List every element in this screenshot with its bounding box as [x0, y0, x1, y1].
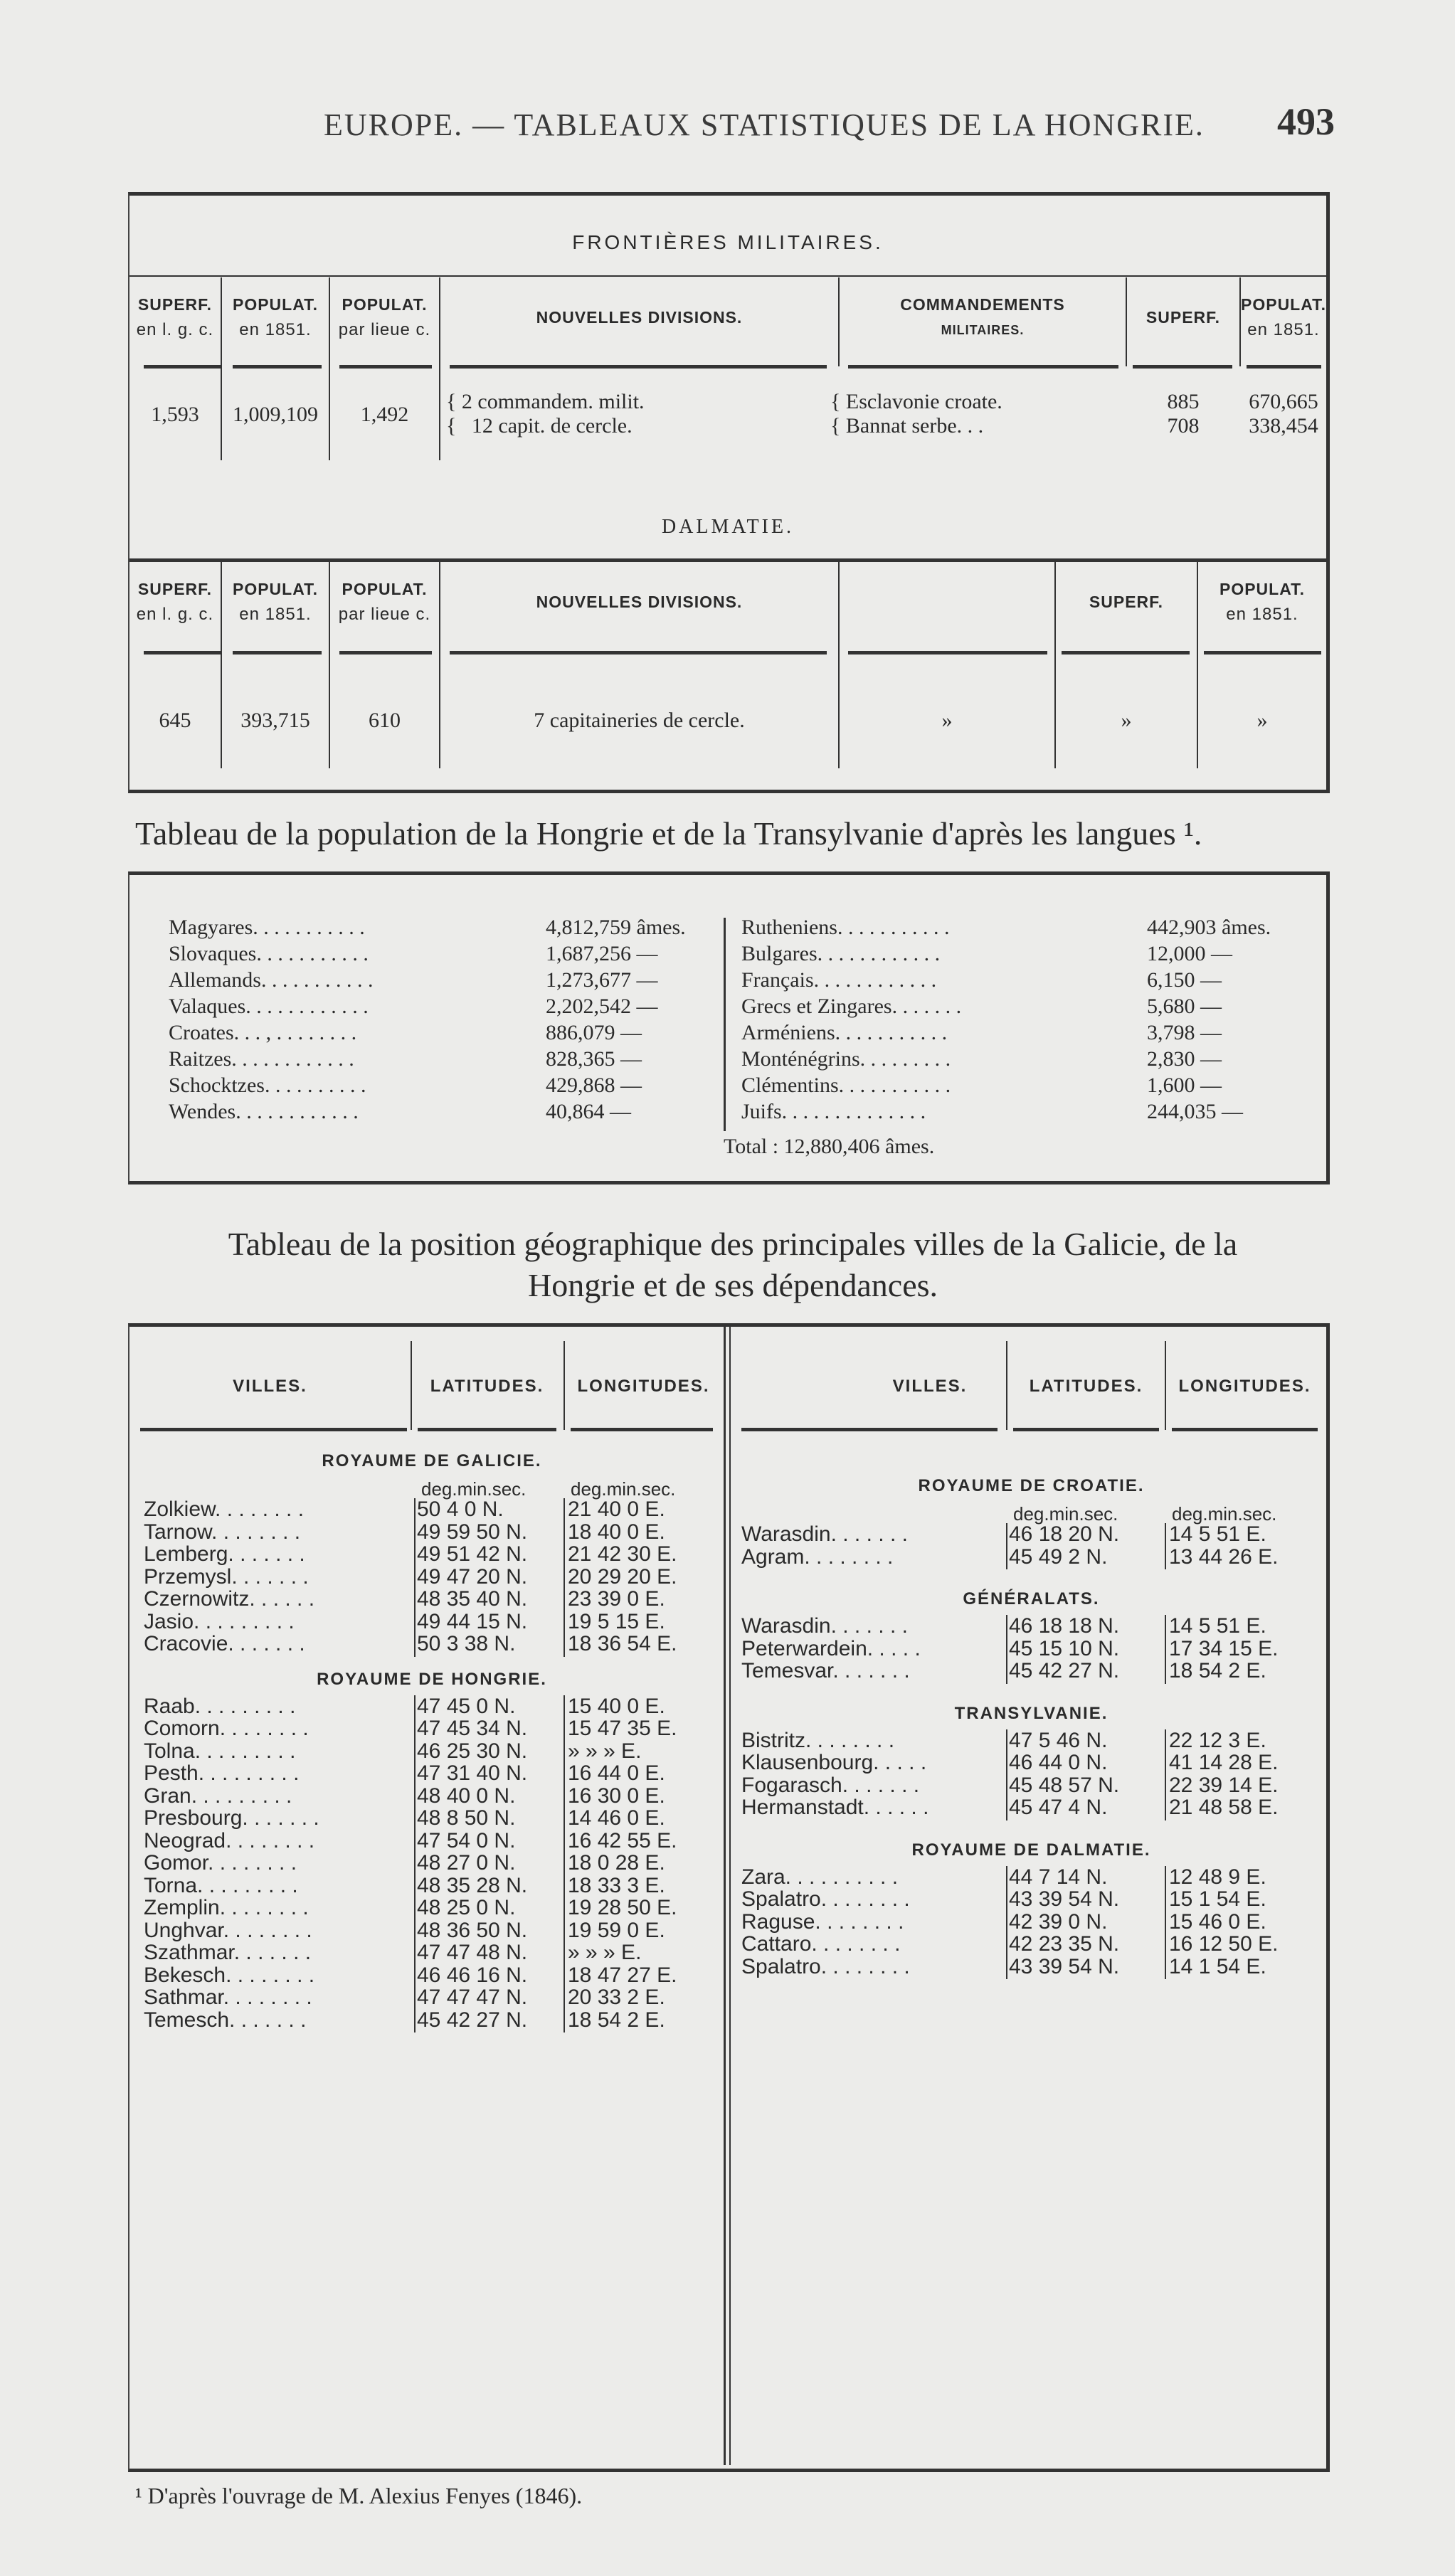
towns-header-lat-left: LATITUDES. [430, 1377, 544, 1396]
town-latitude: 48 40 0 N. [417, 1783, 516, 1808]
town-latitude: 49 51 42 N. [417, 1542, 528, 1566]
town-longitude: 15 47 35 E. [568, 1717, 677, 1740]
towns-header-villes-right: VILLES. [892, 1377, 968, 1396]
dalmatie-superf: 645 [159, 709, 191, 732]
town-row [144, 1589, 720, 1609]
frontier-pop-lieue: 1,492 [360, 403, 409, 426]
town-longitude: 19 28 50 E. [568, 1896, 677, 1919]
language-value: 12,000 — [1147, 942, 1232, 965]
town-row [741, 1889, 1321, 1909]
town-name: Tarnow. . . . . . . . [144, 1520, 301, 1544]
town-latitude: 47 45 0 N. [417, 1694, 516, 1718]
town-name: Zemplin. . . . . . . . [144, 1896, 309, 1919]
language-name: Croates. . . , . . . . . . . . [169, 1021, 357, 1044]
languages-total: Total : 12,880,406 âmes. [724, 1135, 935, 1158]
language-value: 1,273,677 — [546, 968, 658, 992]
town-name: Zolkiew. . . . . . . . [144, 1498, 305, 1521]
town-name: Peterwardein. . . . . [741, 1636, 921, 1660]
town-row [741, 1954, 1321, 1978]
town-name: Comorn. . . . . . . . [144, 1717, 309, 1740]
page-header [0, 100, 1455, 149]
town-longitude: 12 48 9 E. [1169, 1865, 1266, 1889]
town-row [741, 1661, 1321, 1681]
language-name: Clémentins. . . . . . . . . . . [741, 1074, 951, 1097]
town-name: Szathmar. . . . . . . [144, 1941, 312, 1964]
town-name: Gran. . . . . . . . . [144, 1783, 292, 1808]
frontier-cmd-1: { Esclavonie croate. [830, 390, 1002, 413]
dalmatie-header-superf-2: SUPERF. [1089, 593, 1164, 611]
frontier-header-divisions: NOUVELLES DIVISIONS. [536, 308, 743, 327]
language-value: 244,035 — [1147, 1100, 1243, 1123]
town-row [741, 1522, 1321, 1546]
frontier-superf: 1,593 [151, 403, 199, 426]
town-latitude: 42 23 35 N. [1009, 1932, 1120, 1956]
town-latitude: 45 15 10 N. [1009, 1636, 1120, 1660]
town-latitude: 50 4 0 N. [417, 1498, 504, 1521]
town-name: Jasio. . . . . . . . . [144, 1609, 295, 1633]
town-name: Raguse. . . . . . . . [741, 1909, 904, 1934]
town-longitude: 19 5 15 E. [568, 1609, 665, 1633]
running-title: EUROPE. — TABLEAUX STATISTIQUES DE LA HONGRIE. [324, 107, 1205, 142]
town-row [741, 1728, 1321, 1752]
town-latitude: 49 47 20 N. [417, 1564, 528, 1589]
dalmatie-header-pop-2: POPULAT. en 1851. [1219, 580, 1306, 624]
town-latitude: 45 42 27 N. [417, 2008, 528, 2032]
town-group-title: ROYAUME DE CROATIE. [918, 1476, 1145, 1495]
town-name: Cracovie. . . . . . . [144, 1632, 305, 1655]
town-row [144, 1898, 720, 1918]
language-name: Arméniens. . . . . . . . . . . [741, 1021, 948, 1044]
town-longitude: 16 12 50 E. [1169, 1932, 1279, 1956]
town-name: Spalatro. . . . . . . . [741, 1887, 910, 1911]
town-row [144, 1634, 720, 1654]
frontier-popu-1: 670,665 [1249, 390, 1318, 413]
town-name: Zara. . . . . . . . . . [741, 1865, 899, 1889]
town-name: Raab. . . . . . . . . [144, 1694, 296, 1718]
town-name: Hermanstadt. . . . . . [741, 1796, 929, 1819]
dalmatie-header-divisions: NOUVELLES DIVISIONS. [536, 593, 743, 611]
frontier-sup-2: 708 [1167, 414, 1200, 438]
language-name: Raitzes. . . . . . . . . . . . [169, 1047, 354, 1071]
dalmatie-pop: 393,715 [240, 709, 310, 732]
town-latitude: 46 18 20 N. [1009, 1522, 1120, 1546]
language-name: Français. . . . . . . . . . . . [741, 968, 937, 992]
military-frontier-table [128, 192, 1330, 793]
town-row [144, 1564, 720, 1589]
lon-units: deg.min.sec. [571, 1478, 676, 1500]
town-name: Agram. . . . . . . . [741, 1544, 894, 1569]
town-latitude: 46 44 0 N. [1009, 1751, 1108, 1774]
town-name: Fogarasch. . . . . . . [741, 1773, 920, 1797]
town-longitude: 22 39 14 E. [1169, 1773, 1279, 1797]
language-row [169, 967, 716, 993]
languages-table [128, 871, 1330, 1184]
town-row [741, 1616, 1321, 1636]
town-latitude: 47 47 48 N. [417, 1941, 528, 1964]
town-longitude: 15 40 0 E. [568, 1694, 665, 1718]
town-longitude: 16 44 0 E. [568, 1761, 665, 1785]
page-number: 493 [1277, 100, 1335, 143]
town-longitude: 13 44 26 E. [1169, 1544, 1279, 1569]
town-longitude: 18 54 2 E. [1169, 1659, 1266, 1682]
town-name: Temesch. . . . . . . [144, 2008, 307, 2032]
town-name: Czernowitz. . . . . . [144, 1587, 315, 1611]
dalmatie-header-superf: SUPERF. en l. g. c. [136, 580, 214, 624]
town-longitude: » » » E. [568, 1941, 642, 1964]
town-latitude: 47 45 34 N. [417, 1717, 528, 1740]
town-longitude: 15 46 0 E. [1169, 1909, 1266, 1934]
language-value: 886,079 — [546, 1021, 642, 1044]
town-longitude: » » » E. [568, 1739, 642, 1763]
town-row [144, 1609, 720, 1633]
language-row [741, 1046, 1303, 1072]
town-latitude: 48 25 0 N. [417, 1896, 516, 1919]
town-group-title: ROYAUME DE HONGRIE. [317, 1669, 547, 1689]
frontier-cmd-2: { Bannat serbe. . . [830, 414, 984, 438]
town-longitude: 20 33 2 E. [568, 1986, 665, 2009]
town-row [144, 1783, 720, 1808]
town-longitude: 18 36 54 E. [568, 1632, 677, 1655]
language-name: Grecs et Zingares. . . . . . . [741, 995, 962, 1018]
town-row [741, 1909, 1321, 1934]
language-name: Monténégrins. . . . . . . . . [741, 1047, 951, 1071]
frontier-pop: 1,009,109 [233, 403, 318, 426]
town-latitude: 47 5 46 N. [1009, 1728, 1108, 1752]
languages-left-column [169, 914, 716, 1125]
town-row [741, 1773, 1321, 1797]
language-value: 429,868 — [546, 1074, 642, 1097]
town-longitude: 18 0 28 E. [568, 1851, 665, 1875]
town-row [144, 1761, 720, 1785]
language-name: Valaques. . . . . . . . . . . . [169, 995, 369, 1018]
town-row [144, 1500, 720, 1520]
frontier-header-pop-2: POPULAT. en 1851. [1241, 295, 1327, 339]
town-name: Warasdin. . . . . . . [741, 1522, 908, 1546]
frontier-header-pop: POPULAT. en 1851. [232, 295, 319, 339]
town-row [144, 1719, 720, 1739]
town-row [144, 1943, 720, 1963]
towns-header-lat-right: LATITUDES. [1029, 1377, 1143, 1396]
town-row [144, 1918, 720, 1942]
language-name: Juifs. . . . . . . . . . . . . . [741, 1100, 926, 1123]
town-name: Tolna. . . . . . . . . [144, 1739, 296, 1763]
town-longitude: 23 39 0 E. [568, 1587, 665, 1611]
language-name: Rutheniens. . . . . . . . . . . [741, 916, 950, 939]
town-latitude: 43 39 54 N. [1009, 1954, 1120, 1978]
dalmatie-blank-2: » [1121, 709, 1132, 732]
towns-title: Tableau de la position géographique des principales villes de la Galicie, de la Hongrie et de ses dépendances. [228, 1226, 1238, 1303]
towns-header-lon-left: LONGITUDES. [577, 1377, 710, 1396]
dalmatie-blank-3: » [1256, 709, 1268, 732]
frontier-sup-1: 885 [1167, 390, 1200, 413]
town-latitude: 45 47 4 N. [1009, 1796, 1108, 1819]
town-group-title: ROYAUME DE GALICIE. [322, 1451, 542, 1470]
languages-right-column [741, 914, 1303, 1125]
dalmatie-title: DALMATIE. [661, 516, 795, 538]
language-name: Wendes. . . . . . . . . . . . [169, 1100, 359, 1123]
frontier-header-superf-2: SUPERF. [1146, 308, 1221, 327]
town-row [144, 1808, 720, 1828]
language-row [741, 1072, 1303, 1098]
dalmatie-divisions: 7 capitaineries de cercle. [534, 709, 745, 732]
town-longitude: 14 5 51 E. [1169, 1614, 1266, 1638]
dalmatie-blank-1: » [941, 709, 953, 732]
town-row [144, 1963, 720, 1987]
town-row [741, 1798, 1321, 1818]
town-row [144, 1544, 720, 1564]
town-row [741, 1867, 1321, 1887]
town-name: Bekesch. . . . . . . . [144, 1963, 315, 1987]
town-latitude: 46 25 30 N. [417, 1739, 528, 1763]
town-name: Neograd. . . . . . . . [144, 1828, 315, 1853]
town-name: Przemysl. . . . . . . [144, 1564, 309, 1589]
town-longitude: 14 1 54 E. [1169, 1954, 1266, 1978]
town-latitude: 44 7 14 N. [1009, 1865, 1108, 1889]
town-name: Bistritz. . . . . . . . [741, 1728, 895, 1752]
language-value: 442,903 âmes. [1147, 916, 1271, 939]
town-latitude: 49 44 15 N. [417, 1609, 528, 1633]
town-longitude: 15 1 54 E. [1169, 1887, 1266, 1911]
town-name: Warasdin. . . . . . . [741, 1614, 908, 1638]
town-name: Pesth. . . . . . . . . [144, 1761, 300, 1785]
language-value: 2,830 — [1147, 1047, 1222, 1071]
town-longitude: 18 47 27 E. [568, 1963, 677, 1987]
towns-header-lon-right: LONGITUDES. [1178, 1377, 1311, 1396]
language-value: 5,680 — [1147, 995, 1222, 1018]
dalmatie-header-pop: POPULAT. en 1851. [232, 580, 319, 624]
town-latitude: 48 27 0 N. [417, 1851, 516, 1875]
town-longitude: 21 48 58 E. [1169, 1796, 1279, 1819]
language-row [169, 914, 716, 940]
language-value: 1,687,256 — [546, 942, 658, 965]
town-row [144, 2010, 720, 2030]
town-longitude: 16 30 0 E. [568, 1783, 665, 1808]
town-longitude: 14 5 51 E. [1169, 1522, 1266, 1546]
towns-table [128, 1323, 1330, 2472]
town-group-title: ROYAUME DE DALMATIE. [911, 1840, 1151, 1860]
language-row [169, 1098, 716, 1125]
town-name: Presbourg. . . . . . . [144, 1806, 319, 1830]
footnote: ¹ D'après l'ouvrage de M. Alexius Fenyes (1846). [135, 2483, 583, 2508]
town-row [144, 1522, 720, 1542]
town-longitude: 19 59 0 E. [568, 1918, 665, 1942]
town-name: Lemberg. . . . . . . [144, 1542, 305, 1566]
language-name: Allemands. . . . . . . . . . . [169, 968, 374, 992]
town-longitude: 18 54 2 E. [568, 2008, 665, 2032]
frontier-header-commandements: COMMANDEMENTS MILITAIRES. [900, 295, 1065, 337]
town-latitude: 46 46 16 N. [417, 1963, 528, 1987]
lat-units: deg.min.sec. [1013, 1503, 1118, 1525]
town-longitude: 17 34 15 E. [1169, 1636, 1279, 1660]
town-longitude: 14 46 0 E. [568, 1806, 665, 1830]
town-longitude: 16 42 55 E. [568, 1828, 677, 1853]
dalmatie-pop-lieue: 610 [369, 709, 401, 732]
town-longitude: 21 40 0 E. [568, 1498, 665, 1521]
language-row [169, 1046, 716, 1072]
language-row [741, 1019, 1303, 1046]
town-latitude: 48 35 28 N. [417, 1873, 528, 1897]
town-longitude: 22 12 3 E. [1169, 1728, 1266, 1752]
town-row [144, 1739, 720, 1763]
town-latitude: 45 48 57 N. [1009, 1773, 1120, 1797]
towns-header-villes-left: VILLES. [233, 1377, 307, 1396]
frontier-header-superf: SUPERF. en l. g. c. [136, 295, 214, 339]
language-row [169, 993, 716, 1019]
town-row [144, 1873, 720, 1897]
town-latitude: 42 39 0 N. [1009, 1909, 1108, 1934]
town-row [144, 1828, 720, 1853]
town-latitude: 45 42 27 N. [1009, 1659, 1120, 1682]
language-value: 3,798 — [1147, 1021, 1222, 1044]
town-latitude: 47 47 47 N. [417, 1986, 528, 2009]
town-longitude: 20 29 20 E. [568, 1564, 677, 1589]
language-row [169, 940, 716, 967]
town-latitude: 48 36 50 N. [417, 1918, 528, 1942]
town-latitude: 46 18 18 N. [1009, 1614, 1120, 1638]
town-row [741, 1544, 1321, 1569]
town-row [741, 1636, 1321, 1660]
town-longitude: 18 40 0 E. [568, 1520, 665, 1544]
frontier-header-pop-lieue: POPULAT. par lieue c. [338, 295, 431, 339]
language-name: Schocktzes. . . . . . . . . . [169, 1074, 366, 1097]
language-value: 1,600 — [1147, 1074, 1222, 1097]
town-latitude: 50 3 38 N. [417, 1632, 516, 1655]
town-name: Temesvar. . . . . . . [741, 1659, 910, 1682]
town-latitude: 45 49 2 N. [1009, 1544, 1108, 1569]
town-name: Torna. . . . . . . . . [144, 1873, 298, 1897]
language-value: 828,365 — [546, 1047, 642, 1071]
town-latitude: 49 59 50 N. [417, 1520, 528, 1544]
town-longitude: 21 42 30 E. [568, 1542, 677, 1566]
frontier-div-2: { 12 capit. de cercle. [446, 414, 633, 438]
language-row [741, 914, 1303, 940]
town-name: Klausenbourg. . . . . [741, 1751, 927, 1774]
town-row [741, 1753, 1321, 1773]
town-group-title: GÉNÉRALATS. [963, 1589, 1100, 1608]
language-value: 2,202,542 — [546, 995, 658, 1018]
town-latitude: 47 54 0 N. [417, 1828, 516, 1853]
frontier-title: FRONTIÈRES MILITAIRES. [572, 231, 884, 253]
language-row [169, 1019, 716, 1046]
town-name: Gomor. . . . . . . . [144, 1851, 297, 1875]
town-latitude: 47 31 40 N. [417, 1761, 528, 1785]
dalmatie-header-pop-lieue: POPULAT. par lieue c. [338, 580, 431, 624]
frontier-popu-2: 338,454 [1249, 414, 1318, 438]
language-value: 40,864 — [546, 1100, 631, 1123]
town-longitude: 41 14 28 E. [1169, 1751, 1279, 1774]
language-name: Slovaques. . . . . . . . . . . [169, 942, 369, 965]
town-row [144, 1694, 720, 1718]
lon-units: deg.min.sec. [1172, 1503, 1277, 1525]
town-group-title: TRANSYLVANIE. [954, 1703, 1109, 1723]
language-row [741, 993, 1303, 1019]
town-latitude: 48 8 50 N. [417, 1806, 516, 1830]
town-name: Sathmar. . . . . . . . [144, 1986, 312, 2009]
lat-units: deg.min.sec. [421, 1478, 527, 1500]
language-name: Bulgares. . . . . . . . . . . . [741, 942, 941, 965]
town-row [741, 1934, 1321, 1954]
languages-title: Tableau de la population de la Hongrie et de la Transylvanie d'après les langues ¹. [135, 815, 1202, 852]
town-latitude: 48 35 40 N. [417, 1587, 528, 1611]
language-value: 4,812,759 âmes. [546, 916, 686, 939]
town-longitude: 18 33 3 E. [568, 1873, 665, 1897]
language-row [169, 1072, 716, 1098]
language-name: Magyares. . . . . . . . . . . [169, 916, 365, 939]
town-name: Unghvar. . . . . . . . [144, 1918, 312, 1942]
language-value: 6,150 — [1147, 968, 1222, 992]
town-row [144, 1853, 720, 1873]
town-name: Spalatro. . . . . . . . [741, 1954, 910, 1978]
town-name: Cattaro. . . . . . . . [741, 1932, 901, 1956]
language-row [741, 940, 1303, 967]
language-row [741, 1098, 1303, 1125]
language-row [741, 967, 1303, 993]
town-latitude: 43 39 54 N. [1009, 1887, 1120, 1911]
town-row [144, 1988, 720, 2008]
frontier-div-1: { 2 commandem. milit. [446, 390, 645, 413]
